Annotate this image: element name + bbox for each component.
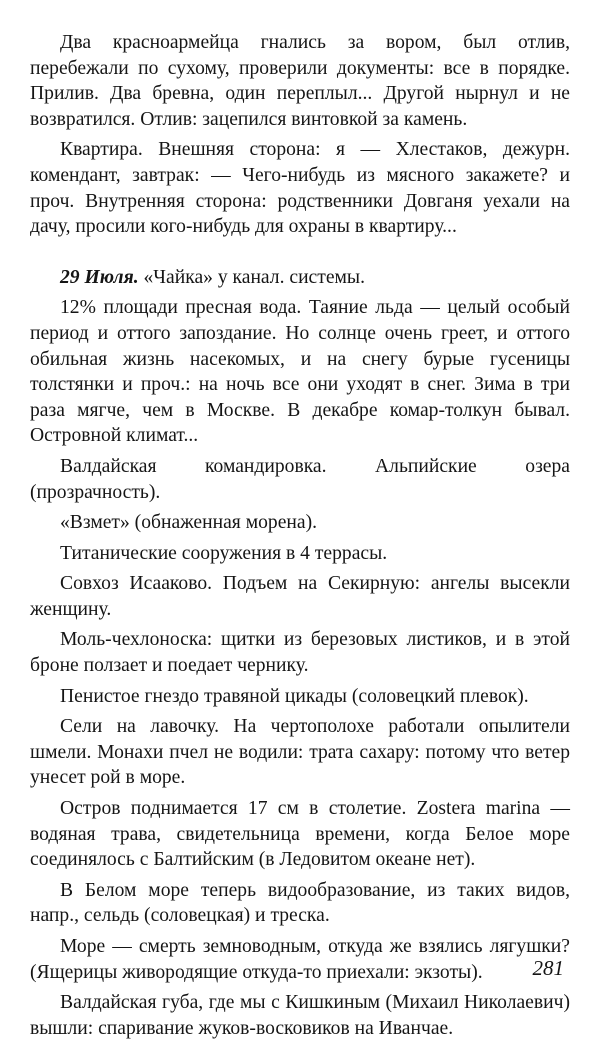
page-body [30, 30, 570, 1046]
paragraph-moth: Моль-чехлоноска: щитки из березовых листиков, и в этой броне ползает и поедает чернику. [30, 629, 570, 677]
entry-heading [30, 265, 570, 291]
paragraph-terraces: Титанические сооружения в 4 террасы. [60, 542, 388, 564]
paragraph-thieves: Два красноармейца гнались за вором, был отлив, перебежали по сухому, проверили документы: все в порядке. Прилив. Два бревна, один переплыл... Другой нырнул и не возвратился. Отлив: зацепился винтовкой за камень. [30, 32, 570, 130]
paragraph-fresh-water: 12% площади пресная вода. Таяние льда — целый особый период и оттого запоздание. Но солнце очень греет, и оттого обильная жизнь насекомых, и на снегу бурые гусеницы толстянки и проч.: на ночь все они уходят в снег. Зима в три раза мягче, чем в Москве. В декабре комар-толкун бывал. Островной климат... [30, 297, 570, 447]
paragraph-vzmet: «Взмет» (обнаженная морена). [60, 512, 318, 534]
paragraph-apartment: Квартира. Внешняя сторона: я — Хлестаков, дежурн. комендант, завтрак: — Чего-нибудь из мясного закажете? и проч. Внутренняя сторона: родственники Довганя уехали на дачу, просили кого-нибудь для охраны в квартиру... [30, 139, 570, 238]
paragraph-cicada: Пенистое гнездо травяной цикады (соловецкий плевок). [60, 685, 529, 707]
paragraph-isaakovo: Совхоз Исааково. Подъем на Секирную: ангелы высекли женщину. [30, 573, 570, 620]
entry-separator [30, 245, 570, 265]
paragraph-speciation: В Белом море теперь видообразование, из таких видов, напр., сельдь (соловецкая) и треска. [30, 879, 570, 927]
paragraph-zostera: Остров поднимается 17 см в столетие. Zostera marina — водяная трава, свидетельница времени, когда Белое море соединялось с Балтийским (в Ледовитом океане нет). [30, 798, 570, 871]
paragraph-bumblebees: Сели на лавочку. На чертополохе работали опылители шмели. Монахи пчел не водили: трата сахару: потому что ветер унесет рой в море. [30, 716, 570, 789]
paragraph-valdai-bay: Валдайская губа, где мы с Кишкиным (Михаил Николаевич) вышли: спаривание жуков-восковиков на Иванчае. [30, 992, 570, 1039]
paragraph-frogs: Море — смерть земноводным, откуда же взялись лягушки? (Ящерицы живородящие откуда-то приехали: экзоты). [30, 936, 570, 983]
entry-date: 29 Июля. [60, 266, 139, 288]
page-number: 281 [532, 956, 564, 980]
entry-heading-text: «Чайка» у канал. системы. [138, 266, 365, 288]
paragraph-valdai-trip: Валдайская командировка. Альпийские озера (прозрачность). [30, 455, 570, 503]
